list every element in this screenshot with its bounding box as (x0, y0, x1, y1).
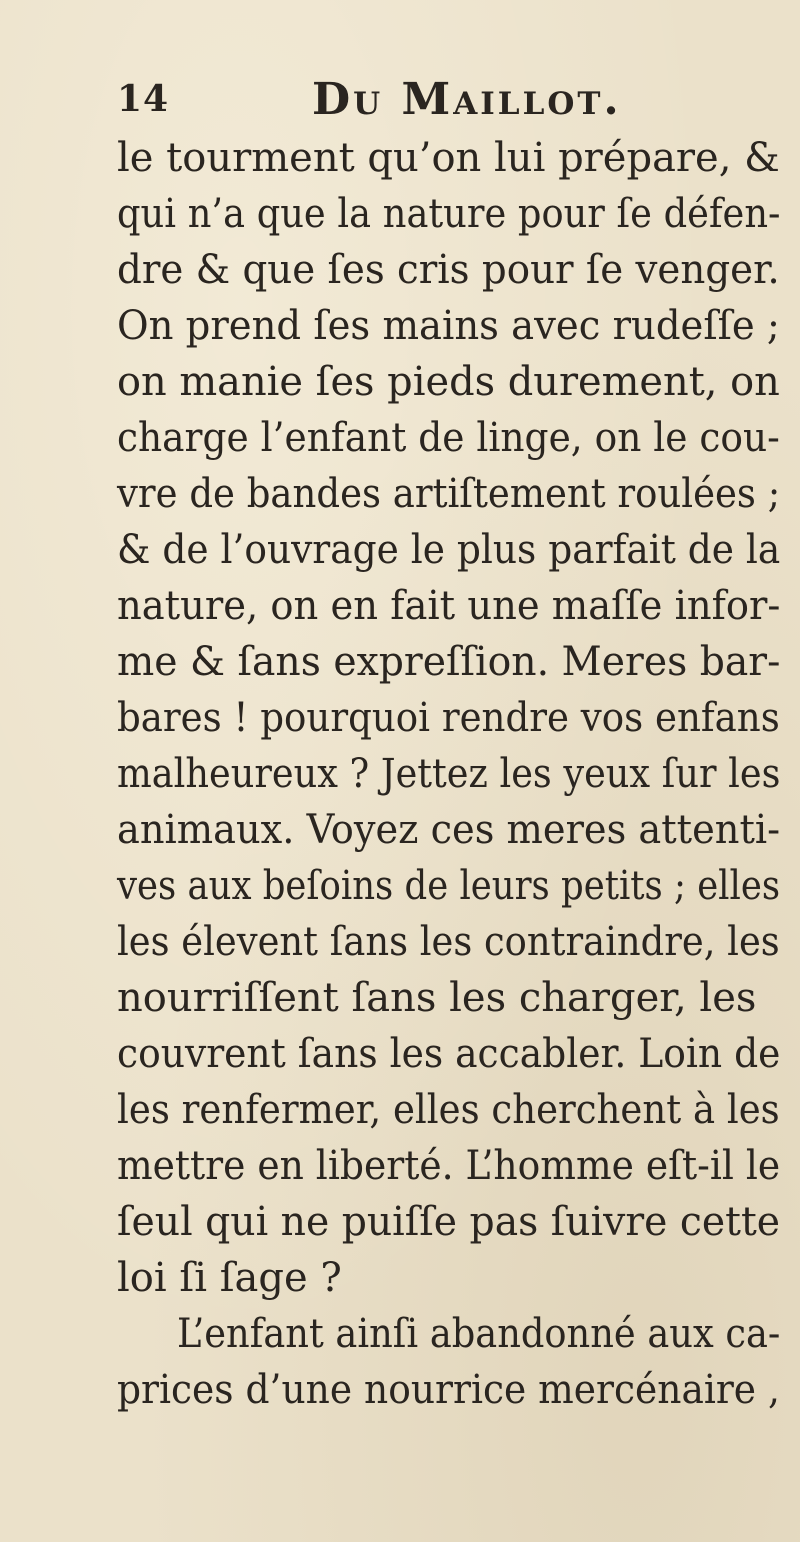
text-line: les élevent ſans les contraindre, les (117, 919, 780, 965)
text-line: qui n’a que la nature pour ſe défen- (117, 191, 781, 237)
text-line: nature, on en fait une maſſe infor- (117, 583, 781, 629)
text-line: mettre en liberté. L’homme eſt-il le (117, 1143, 781, 1189)
text-line: le tourment qu’on lui prépare, & (117, 135, 780, 181)
text-line: animaux. Voyez ces meres attenti- (117, 807, 781, 853)
running-title: Du Maillot. (312, 74, 622, 125)
page-header (0, 74, 800, 138)
text-line: bares ! pourquoi rendre vos enfans (117, 695, 780, 741)
text-line: on manie ſes pieds durement, on (117, 359, 780, 405)
text-line: ves aux beſoins de leurs petits ; elles (117, 863, 781, 909)
text-line: vre de bandes artiſtement roulées ; (117, 471, 781, 517)
text-line: ſeul qui ne puiſſe pas ſuivre cette (117, 1199, 780, 1245)
text-line: dre & que ſes cris pour ſe venger. (117, 247, 780, 293)
text-line: loi ſi ſage ? (117, 1255, 342, 1301)
text-line: prices d’une nourrice mercénaire , (117, 1367, 780, 1413)
text-line: On prend ſes mains avec rudeſſe ; (117, 303, 780, 349)
text-line: nourriſſent ſans les charger, les (117, 975, 757, 1021)
text-line: & de l’ouvrage le plus parfait de la (117, 527, 781, 573)
text-line: couvrent ſans les accabler. Loin de (117, 1031, 781, 1077)
paragraph-start-line: L’enfant ainſi abandonné aux ca- (177, 1311, 781, 1357)
text-line: les renfermer, elles cherchent à les (117, 1087, 780, 1133)
page-number: 14 (117, 78, 170, 120)
text-line: charge l’enfant de linge, on le cou- (117, 415, 780, 461)
text-line: me & ſans expreſſion. Meres bar- (117, 639, 781, 685)
text-line: malheureux ? Jettez les yeux ſur les (117, 751, 781, 797)
